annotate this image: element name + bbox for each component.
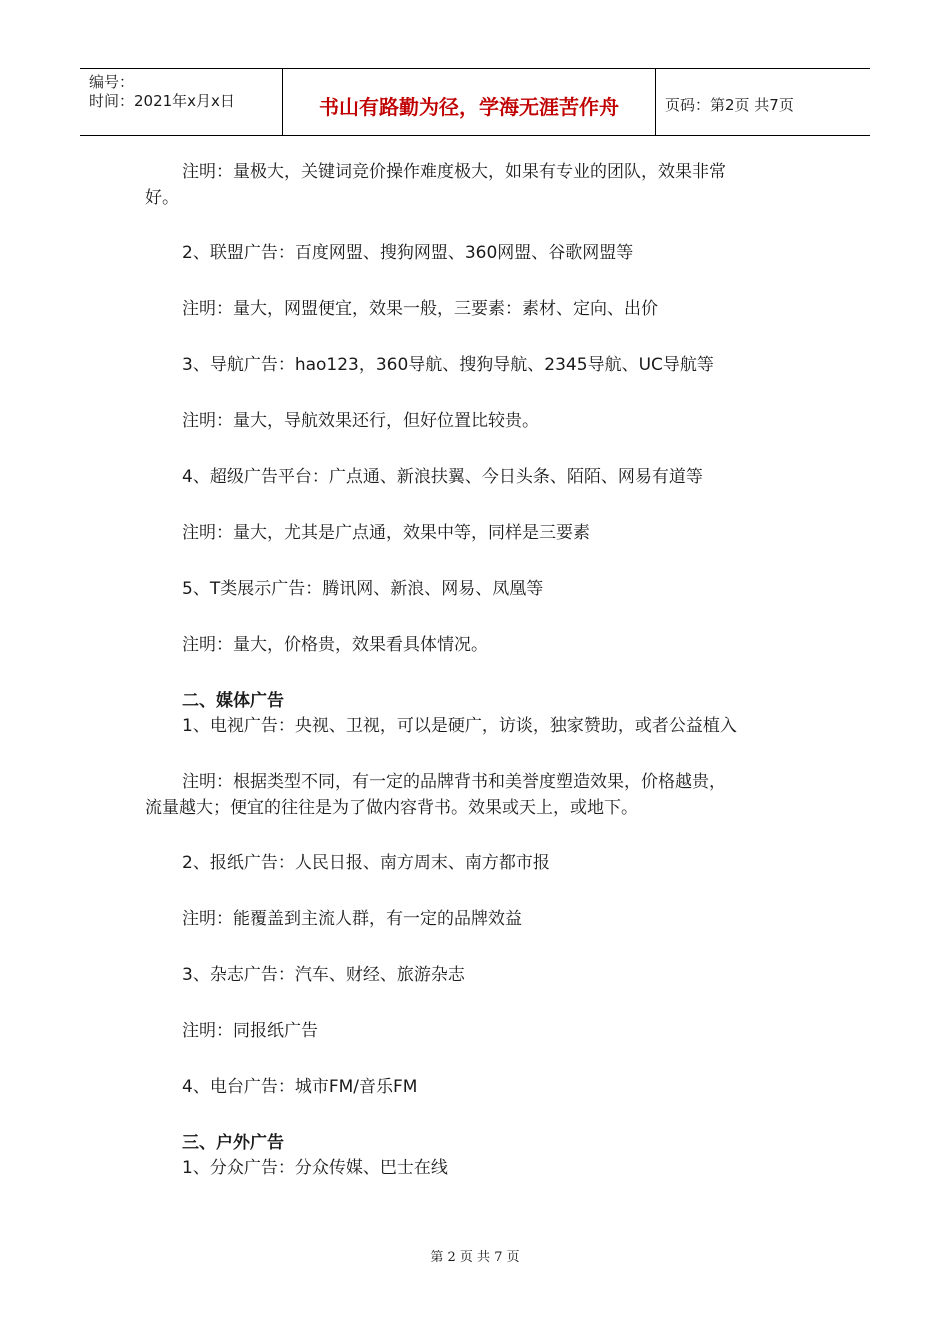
paragraph-line: 3、导航广告：hao123，360导航、搜狗导航、2345导航、UC导航等 bbox=[182, 355, 714, 375]
paragraph-line: 5、T类展示广告：腾讯网、新浪、网易、凤凰等 bbox=[182, 579, 544, 599]
header-page-reference: 页码：第2页 共7页 bbox=[665, 96, 794, 114]
document-time-label: 时间：2021年x月x日 bbox=[89, 92, 235, 110]
page-footer: 第 2 页 共 7 页 bbox=[430, 1250, 520, 1265]
header-meta-cell bbox=[80, 69, 283, 135]
paragraph-line: 注明：同报纸广告 bbox=[182, 1021, 318, 1041]
paragraph-line: 注明：量极大，关键词竞价操作难度极大，如果有专业的团队，效果非常 bbox=[182, 162, 726, 182]
paragraph-line: 注明：量大，网盟便宜，效果一般，三要素：素材、定向、出价 bbox=[182, 299, 658, 319]
paragraph-line: 4、电台广告：城市FM/音乐FM bbox=[182, 1077, 418, 1097]
paragraph-line: 4、超级广告平台：广点通、新浪扶翼、今日头条、陌陌、网易有道等 bbox=[182, 467, 703, 487]
paragraph-line: 好。 bbox=[145, 188, 179, 208]
header-page-cell bbox=[656, 69, 870, 135]
paragraph-line: 1、分众广告：分众传媒、巴士在线 bbox=[182, 1158, 448, 1178]
paragraph-line: 2、联盟广告：百度网盟、搜狗网盟、360网盟、谷歌网盟等 bbox=[182, 243, 634, 263]
document-number-label: 编号： bbox=[89, 73, 135, 91]
header-motto-cell bbox=[283, 69, 656, 135]
paragraph-line: 2、报纸广告：人民日报、南方周末、南方都市报 bbox=[182, 853, 550, 873]
paragraph-line: 1、电视广告：央视、卫视，可以是硬广，访谈，独家赞助，或者公益植入 bbox=[182, 716, 737, 736]
paragraph-line: 注明：量大，导航效果还行，但好位置比较贵。 bbox=[182, 411, 539, 431]
section-heading: 二、媒体广告 bbox=[182, 691, 284, 711]
paragraph-line: 注明：量大，尤其是广点通，效果中等，同样是三要素 bbox=[182, 523, 590, 543]
paragraph-line: 注明：量大，价格贵，效果看具体情况。 bbox=[182, 635, 488, 655]
page-header bbox=[80, 68, 870, 136]
paragraph-line: 注明：能覆盖到主流人群，有一定的品牌效益 bbox=[182, 909, 522, 929]
header-motto: 书山有路勤为径，学海无涯苦作舟 bbox=[319, 95, 619, 119]
section-heading: 三、户外广告 bbox=[182, 1133, 284, 1153]
paragraph-line: 3、杂志广告：汽车、财经、旅游杂志 bbox=[182, 965, 465, 985]
paragraph-line: 流量越大；便宜的往往是为了做内容背书。效果或天上，或地下。 bbox=[145, 798, 638, 818]
paragraph-line: 注明：根据类型不同，有一定的品牌背书和美誉度塑造效果，价格越贵， bbox=[182, 772, 726, 792]
